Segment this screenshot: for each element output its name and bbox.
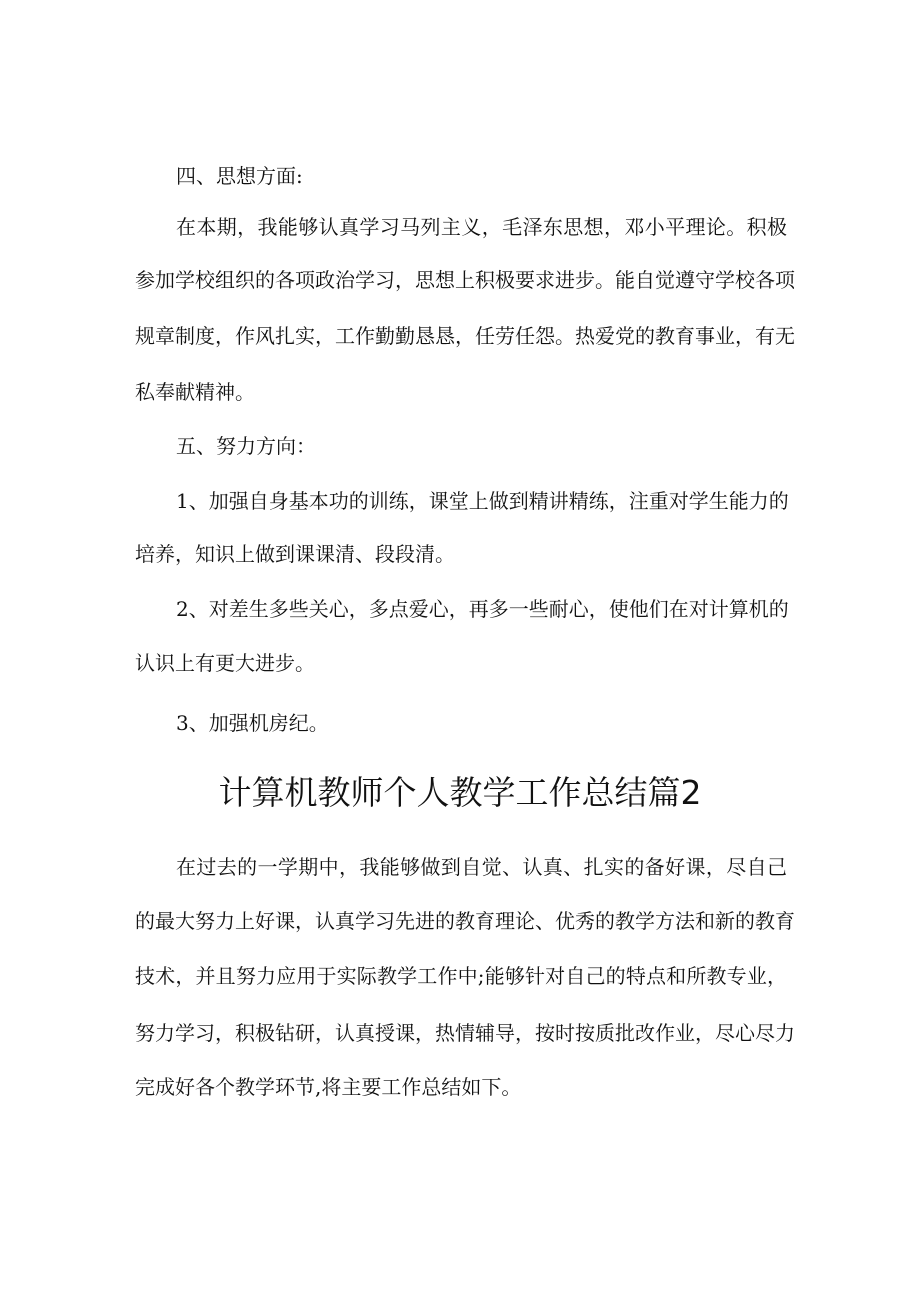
section-heading-direction: 五、努力方向： — [176, 434, 316, 458]
list-item-line: 2、对差生多些关心，多点爱心，再多一些耐心，使他们在对计算机的 — [176, 597, 789, 621]
list-item-line: 培养，知识上做到课课清、段段清。 — [135, 542, 455, 566]
paragraph-line: 参加学校组织的各项政治学习，思想上积极要求进步。能自觉遵守学校各项 — [135, 268, 795, 292]
paragraph-line: 在本期，我能够认真学习马列主义，毛泽东思想，邓小平理论。积极 — [176, 215, 787, 239]
paragraph-line: 规章制度，作风扎实，工作勤勤恳恳，任劳任怨。热爱党的教育事业，有无 — [135, 324, 795, 348]
list-item-line: 1、加强自身基本功的训练，课堂上做到精讲精练，注重对学生能力的 — [176, 489, 789, 513]
section-heading-thought: 四、思想方面: — [176, 164, 303, 188]
paragraph-line: 努力学习，积极钻研，认真授课，热情辅导，按时按质批改作业，尽心尽力 — [135, 1021, 795, 1045]
section-title: 计算机教师个人教学工作总结篇2 — [218, 773, 702, 812]
list-item-line: 3、加强机房纪。 — [176, 711, 329, 735]
paragraph-line: 技术，并且努力应用于实际教学工作中;能够针对自己的特点和所教专业， — [135, 964, 787, 988]
paragraph-line: 的最大努力上好课，认真学习先进的教育理论、优秀的教学方法和新的教育 — [135, 909, 795, 933]
paragraph-line: 完成好各个教学环节,将主要工作总结如下。 — [135, 1075, 522, 1099]
paragraph-line: 私奉献精神。 — [135, 380, 255, 404]
paragraph-line: 在过去的一学期中，我能够做到自觉、认真、扎实的备好课，尽自己 — [176, 855, 787, 879]
list-item-line: 认识上有更大进步。 — [135, 651, 315, 675]
